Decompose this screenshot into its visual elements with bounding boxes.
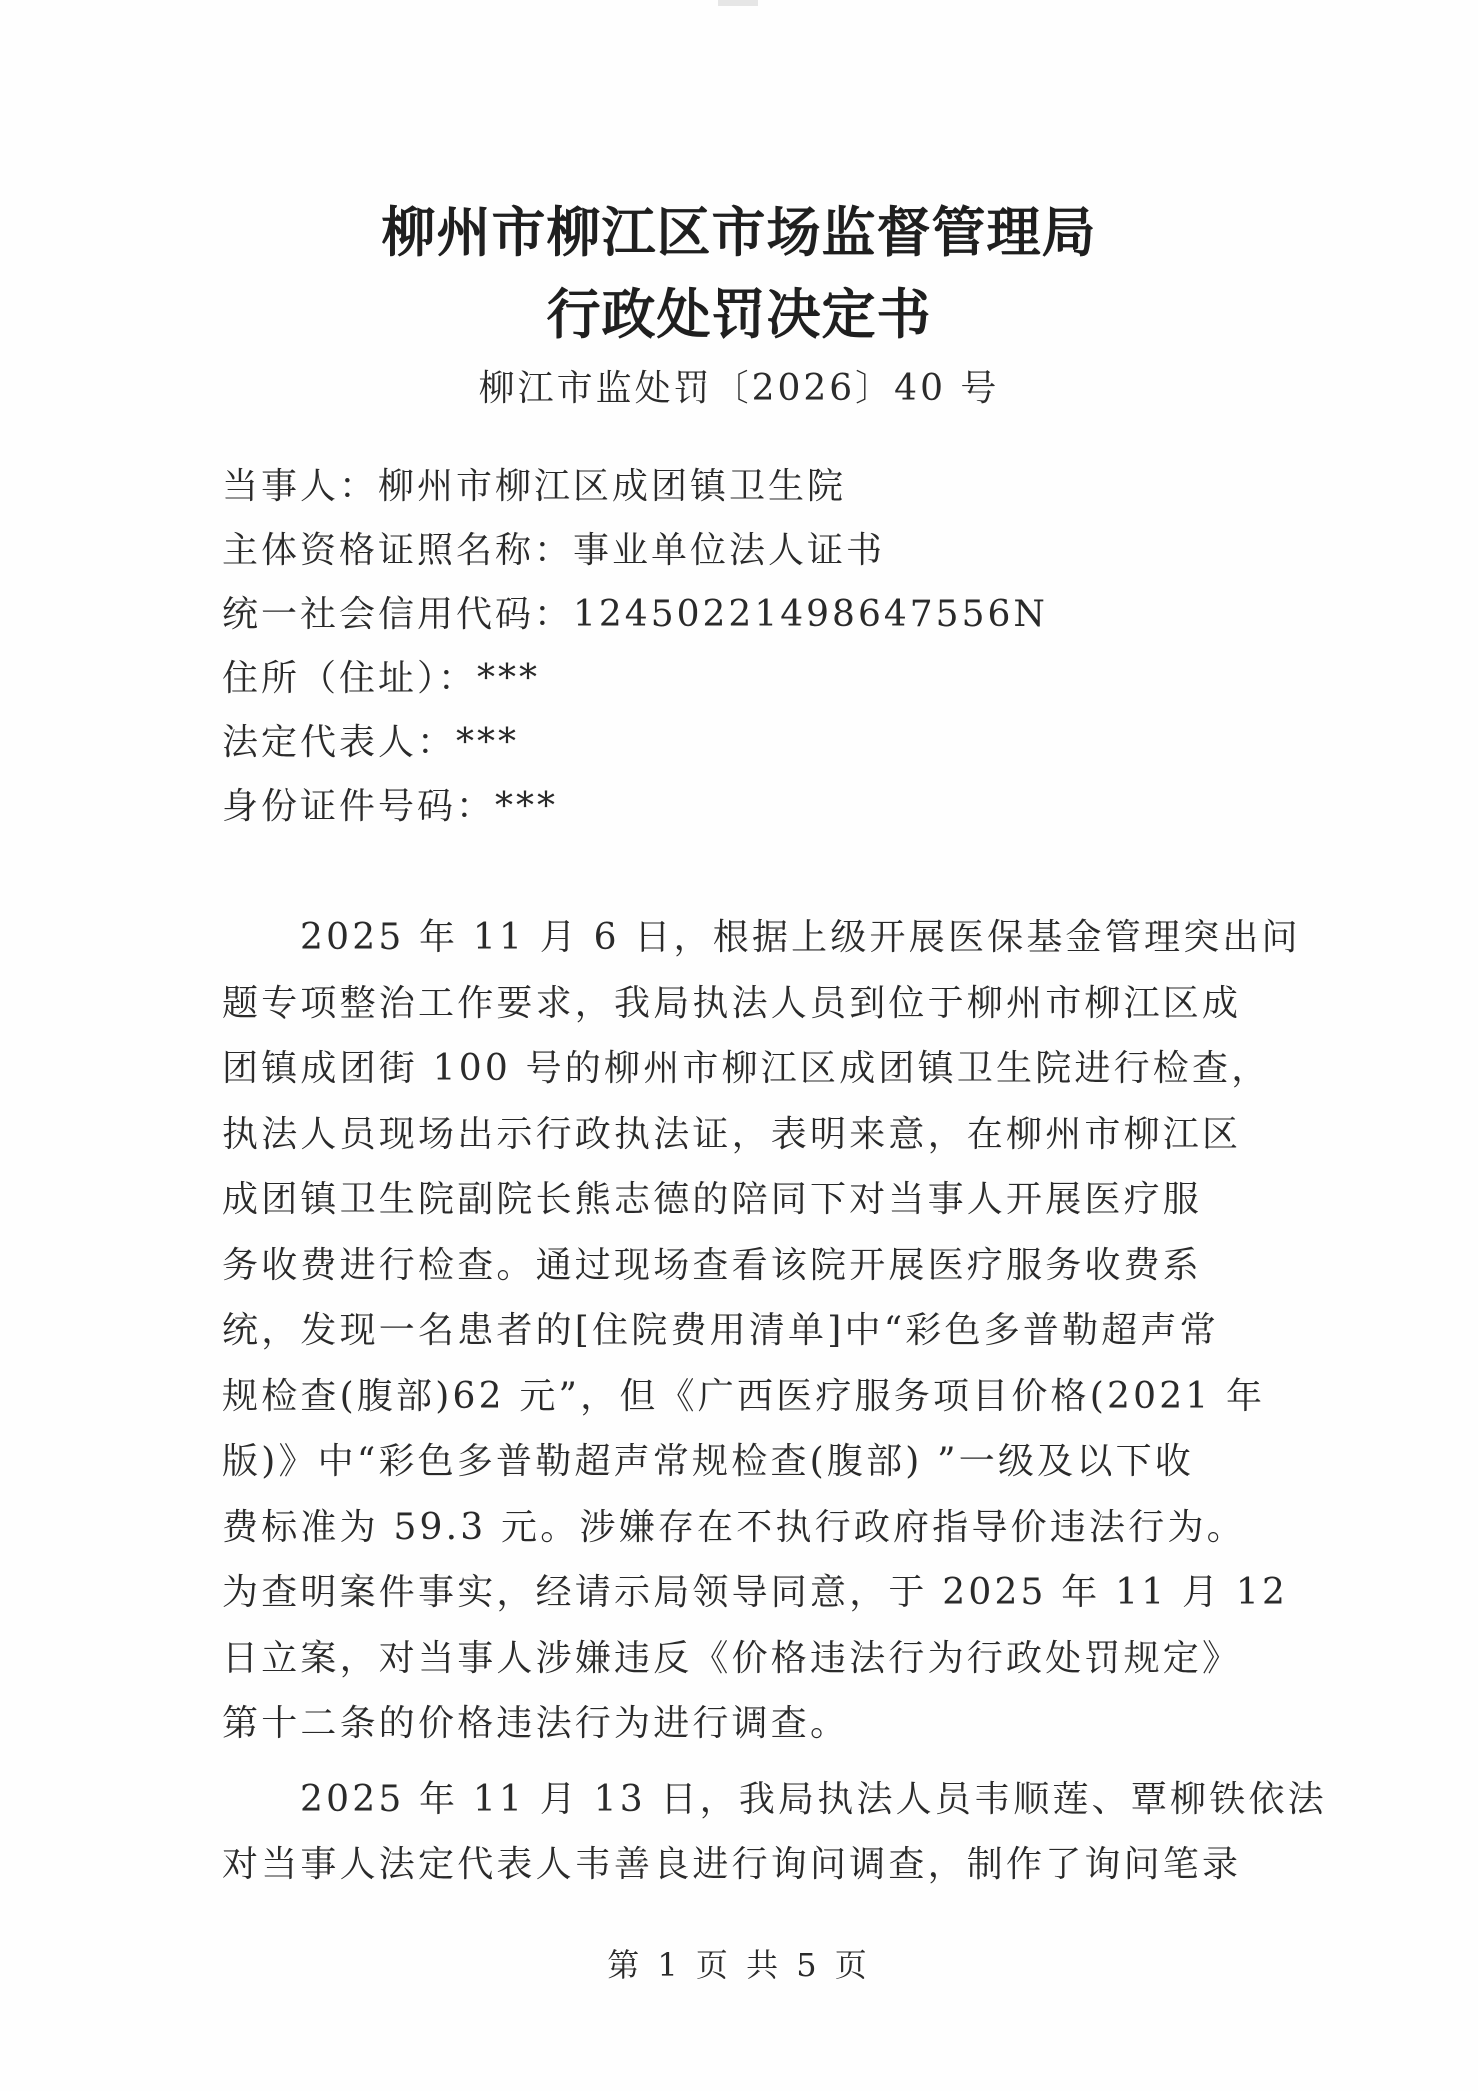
- paragraph-1-line: 执法人员现场出示行政执法证，表明来意，在柳州市柳江区: [222, 1113, 1242, 1155]
- document-title-line2: 行政处罚决定书: [546, 283, 932, 346]
- scan-mark: [718, 0, 758, 6]
- paragraph-1-line: 成团镇卫生院副院长熊志德的陪同下对当事人开展医疗服: [222, 1179, 1203, 1220]
- party-name-line: 当事人：柳州市柳江区成团镇卫生院: [222, 466, 847, 507]
- paragraph-1-line: 为查明案件事实，经请示局领导同意，于 2025 年 11 月 12: [222, 1572, 1289, 1613]
- id-number-line: 身份证件号码：***: [222, 786, 559, 827]
- document-body: [222, 905, 1327, 1898]
- paragraph-1-line: 题专项整治工作要求，我局执法人员到位于柳州市柳江区成: [222, 982, 1242, 1024]
- credit-code-line: 统一社会信用代码：12450221498647556N: [222, 594, 1048, 635]
- party-info-block: [222, 455, 1282, 839]
- paragraph-1-line: 日立案，对当事人涉嫌违反《价格违法行为行政处罚规定》: [222, 1637, 1242, 1679]
- page-indicator: 第 1 页 共 5 页: [607, 1946, 871, 1984]
- paragraph-1-line: 费标准为 59.3 元。涉嫌存在不执行政府指导价违法行为。: [222, 1506, 1246, 1548]
- paragraph-1-line: 规检查(腹部)62 元”，但《广西医疗服务项目价格(2021 年: [222, 1375, 1266, 1417]
- paragraph-2-line: 对当事人法定代表人韦善良进行询问调查，制作了询问笔录: [222, 1844, 1242, 1885]
- license-name-line: 主体资格证照名称：事业单位法人证书: [222, 530, 886, 571]
- paragraph-1-line: 务收费进行检查。通过现场查看该院开展医疗服务收费系: [222, 1244, 1203, 1286]
- paragraph-1-line: 团镇成团街 100 号的柳州市柳江区成团镇卫生院进行检查，: [222, 1048, 1271, 1089]
- address-line: 住所（住址）：***: [222, 658, 541, 699]
- document-number: 柳江市监处罚〔2026〕40 号: [478, 368, 1000, 409]
- paragraph-1-line: 2025 年 11 月 6 日，根据上级开展医保基金管理突出问: [300, 917, 1301, 958]
- paragraph-2-line: 2025 年 11 月 13 日，我局执法人员韦顺莲、覃柳铁依法: [300, 1778, 1327, 1820]
- paragraph-1-line: 第十二条的价格违法行为进行调查。: [222, 1703, 850, 1744]
- paragraph-1-line: 版)》中“彩色多普勒超声常规检查(腹部) ”一级及以下收: [222, 1441, 1194, 1482]
- paragraph-1-line: 统，发现一名患者的[住院费用清单]中“彩色多普勒超声常: [222, 1310, 1219, 1351]
- paragraph-gap: [222, 1757, 1252, 1767]
- document-title-line1: 柳州市柳江区市场监督管理局: [381, 201, 1097, 264]
- legal-rep-line: 法定代表人：***: [222, 722, 520, 763]
